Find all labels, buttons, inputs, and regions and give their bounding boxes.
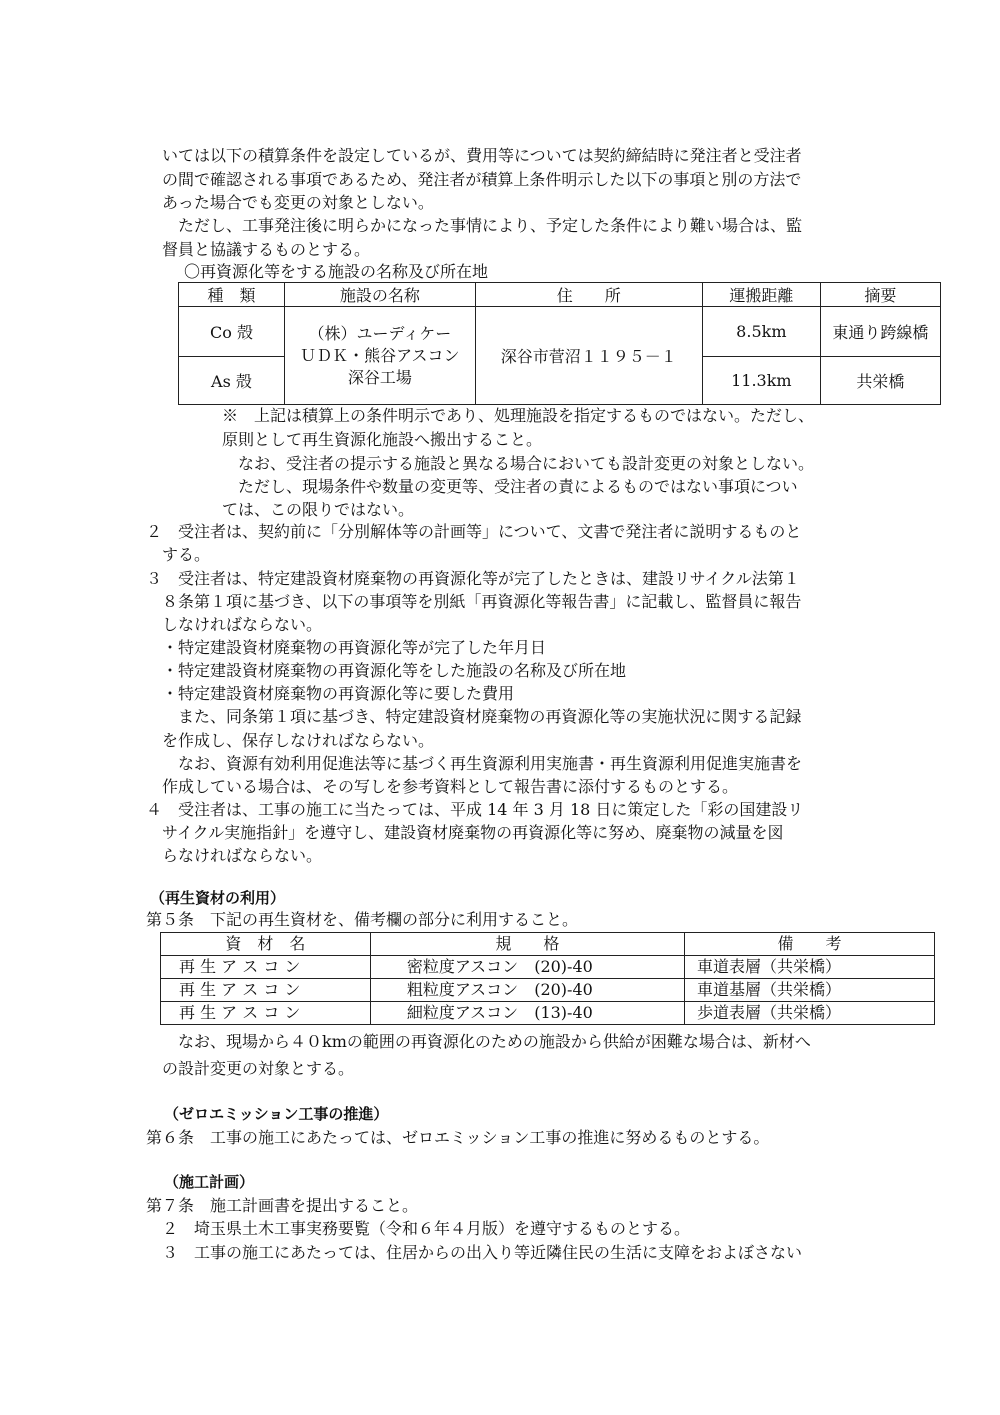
note-line: ただし、現場条件や数量の変更等、受注者の責によるものではない事項につい [222,477,798,496]
article-text: 第５条 下記の再生資材を、備考欄の部分に利用すること。 [146,910,579,929]
facility-table-header: 施設の名称 [284,283,475,307]
item-line: を作成し、保存しなければならない。 [162,731,435,750]
spec-cell [370,956,684,979]
facility-table [178,282,941,405]
material-cell: 再 生 ア ス コ ン [161,956,371,979]
intro-line: あった場合でも変更の対象としない。 [162,193,434,212]
table-row [161,979,935,1002]
facility-name-line: ＵＤＫ・熊谷アスコン [300,345,460,365]
note-line: なお、受注者の提示する施設と異なる場合においても設計変更の対象としない。 [222,454,815,473]
table-row [161,956,935,979]
table-row [161,1002,935,1025]
facility-table-header: 種 類 [179,283,285,307]
item-line: また、同条第１項に基づき、特定建設資材廃棄物の再資源化等の実施状況に関する記録 [162,707,802,726]
material-cell: 再 生 ア ス コ ン [161,979,371,1002]
facility-table-header: 運搬距離 [702,283,820,307]
facility-name-line: （株）ユーディケー [308,323,452,343]
spec-cell [370,979,684,1002]
facility-table-header: 摘要 [820,283,940,307]
facility-table-caption: 〇再資源化等をする施設の名称及び所在地 [184,262,489,281]
spec-name: 密粒度アスコン [406,957,519,976]
item-line: ２ 受注者は、契約前に「分別解体等の計画等」について、文書で発注者に説明するものと [146,522,802,541]
item-line: しなければならない。 [162,615,323,634]
bullet-item: ・特定建設資材廃棄物の再資源化等をした施設の名称及び所在地 [162,661,627,680]
spec-size: (13)-40 [534,1003,593,1022]
item-line: なお、資源有効利用促進法等に基づく再生資源利用実施書・再生資源利用促進実施書を [162,754,803,773]
remark-cell: 車道表層（共栄橋） [685,956,935,979]
article-text: 第６条 工事の施工にあたっては、ゼロエミッション工事の推進に努めるものとする。 [146,1128,770,1147]
spec-cell [370,1002,684,1025]
recycled-materials-table [160,932,935,1025]
waste-type-cell: Co 殻 [179,307,285,357]
article-text: 第７条 施工計画書を提出すること。 [146,1196,419,1215]
item-line: サイクル実施指針」を遵守し、建設資材廃棄物の再資源化等に努め、廃棄物の減量を図 [162,823,784,842]
section-heading: （施工計画） [164,1173,255,1191]
distance-cell: 8.5km [702,307,820,357]
waste-type-cell: As 殻 [179,357,285,405]
item-line: ４ 受注者は、工事の施工に当たっては、平成 14 年 3 月 18 日に策定した「彩の国建設リ [146,800,804,819]
item-line: らなければならない。 [162,846,323,865]
materials-table-header: 資 材 名 [161,933,371,956]
material-cell: 再 生 ア ス コ ン [161,1002,371,1025]
note-cell: 共栄橋 [820,357,940,405]
spec-name: 粗粒度アスコン [406,980,519,999]
item-line: ８条第１項に基づき、以下の事項等を別紙「再資源化等報告書」に記載し、監督員に報告 [162,592,802,611]
item-line: 作成している場合は、その写しを参考資料として報告書に添付するものとする。 [162,777,739,796]
article-item: ２ 埼玉県土木工事実務要覧（令和６年４月版）を遵守するものとする。 [162,1219,691,1238]
facility-address-cell: 深谷市菅沼１１９５－１ [475,307,702,405]
note-line: ※ 上記は積算上の条件明示であり、処理施設を指定するものではない。ただし、 [222,406,815,425]
item-line: ３ 受注者は、特定建設資材廃棄物の再資源化等が完了したときは、建設リサイクル法第１ [146,569,800,588]
bullet-item: ・特定建設資材廃棄物の再資源化等が完了した年月日 [162,638,547,657]
section-heading: （再生資材の利用） [150,889,286,907]
remark-cell: 歩道表層（共栄橋） [685,1002,935,1025]
facility-name-line: 深谷工場 [347,367,412,387]
intro-line: ただし、工事発注後に明らかになった事情により、予定した条件により難い場合は、監 [162,216,803,235]
intro-line: いては以下の積算条件を設定しているが、費用等については契約締結時に発注者と受注者 [162,146,802,165]
bullet-item: ・特定建設資材廃棄物の再資源化等に要した費用 [162,684,515,703]
article-item: ３ 工事の施工にあたっては、住居からの出入り等近隣住民の生活に支障をおよぼさない [162,1243,803,1262]
paragraph-line: の設計変更の対象とする。 [162,1059,355,1078]
remark-cell: 車道基層（共栄橋） [685,979,935,1002]
note-cell: 東通り跨線橋 [820,307,940,357]
materials-table-header: 備 考 [685,933,935,956]
spec-name: 細粒度アスコン [406,1003,519,1022]
section-heading: （ゼロエミッション工事の推進） [164,1105,389,1123]
facility-table-header: 住 所 [475,283,702,307]
note-line: ては、この限りではない。 [222,500,415,519]
spec-size: (20)-40 [534,957,593,976]
intro-line: の間で確認される事項であるため、発注者が積算上条件明示した以下の事項と別の方法で [162,170,802,189]
paragraph-line: なお、現場から４０kmの範囲の再資源化のための施設から供給が困難な場合は、新材へ [162,1032,811,1051]
spec-size: (20)-40 [534,980,593,999]
item-line: する。 [162,545,211,564]
distance-cell: 11.3km [702,357,820,405]
intro-line: 督員と協議するものとする。 [162,240,371,259]
materials-table-header: 規 格 [370,933,684,956]
note-line: 原則として再生資源化施設へ搬出すること。 [222,430,543,449]
facility-name-cell [284,307,475,405]
